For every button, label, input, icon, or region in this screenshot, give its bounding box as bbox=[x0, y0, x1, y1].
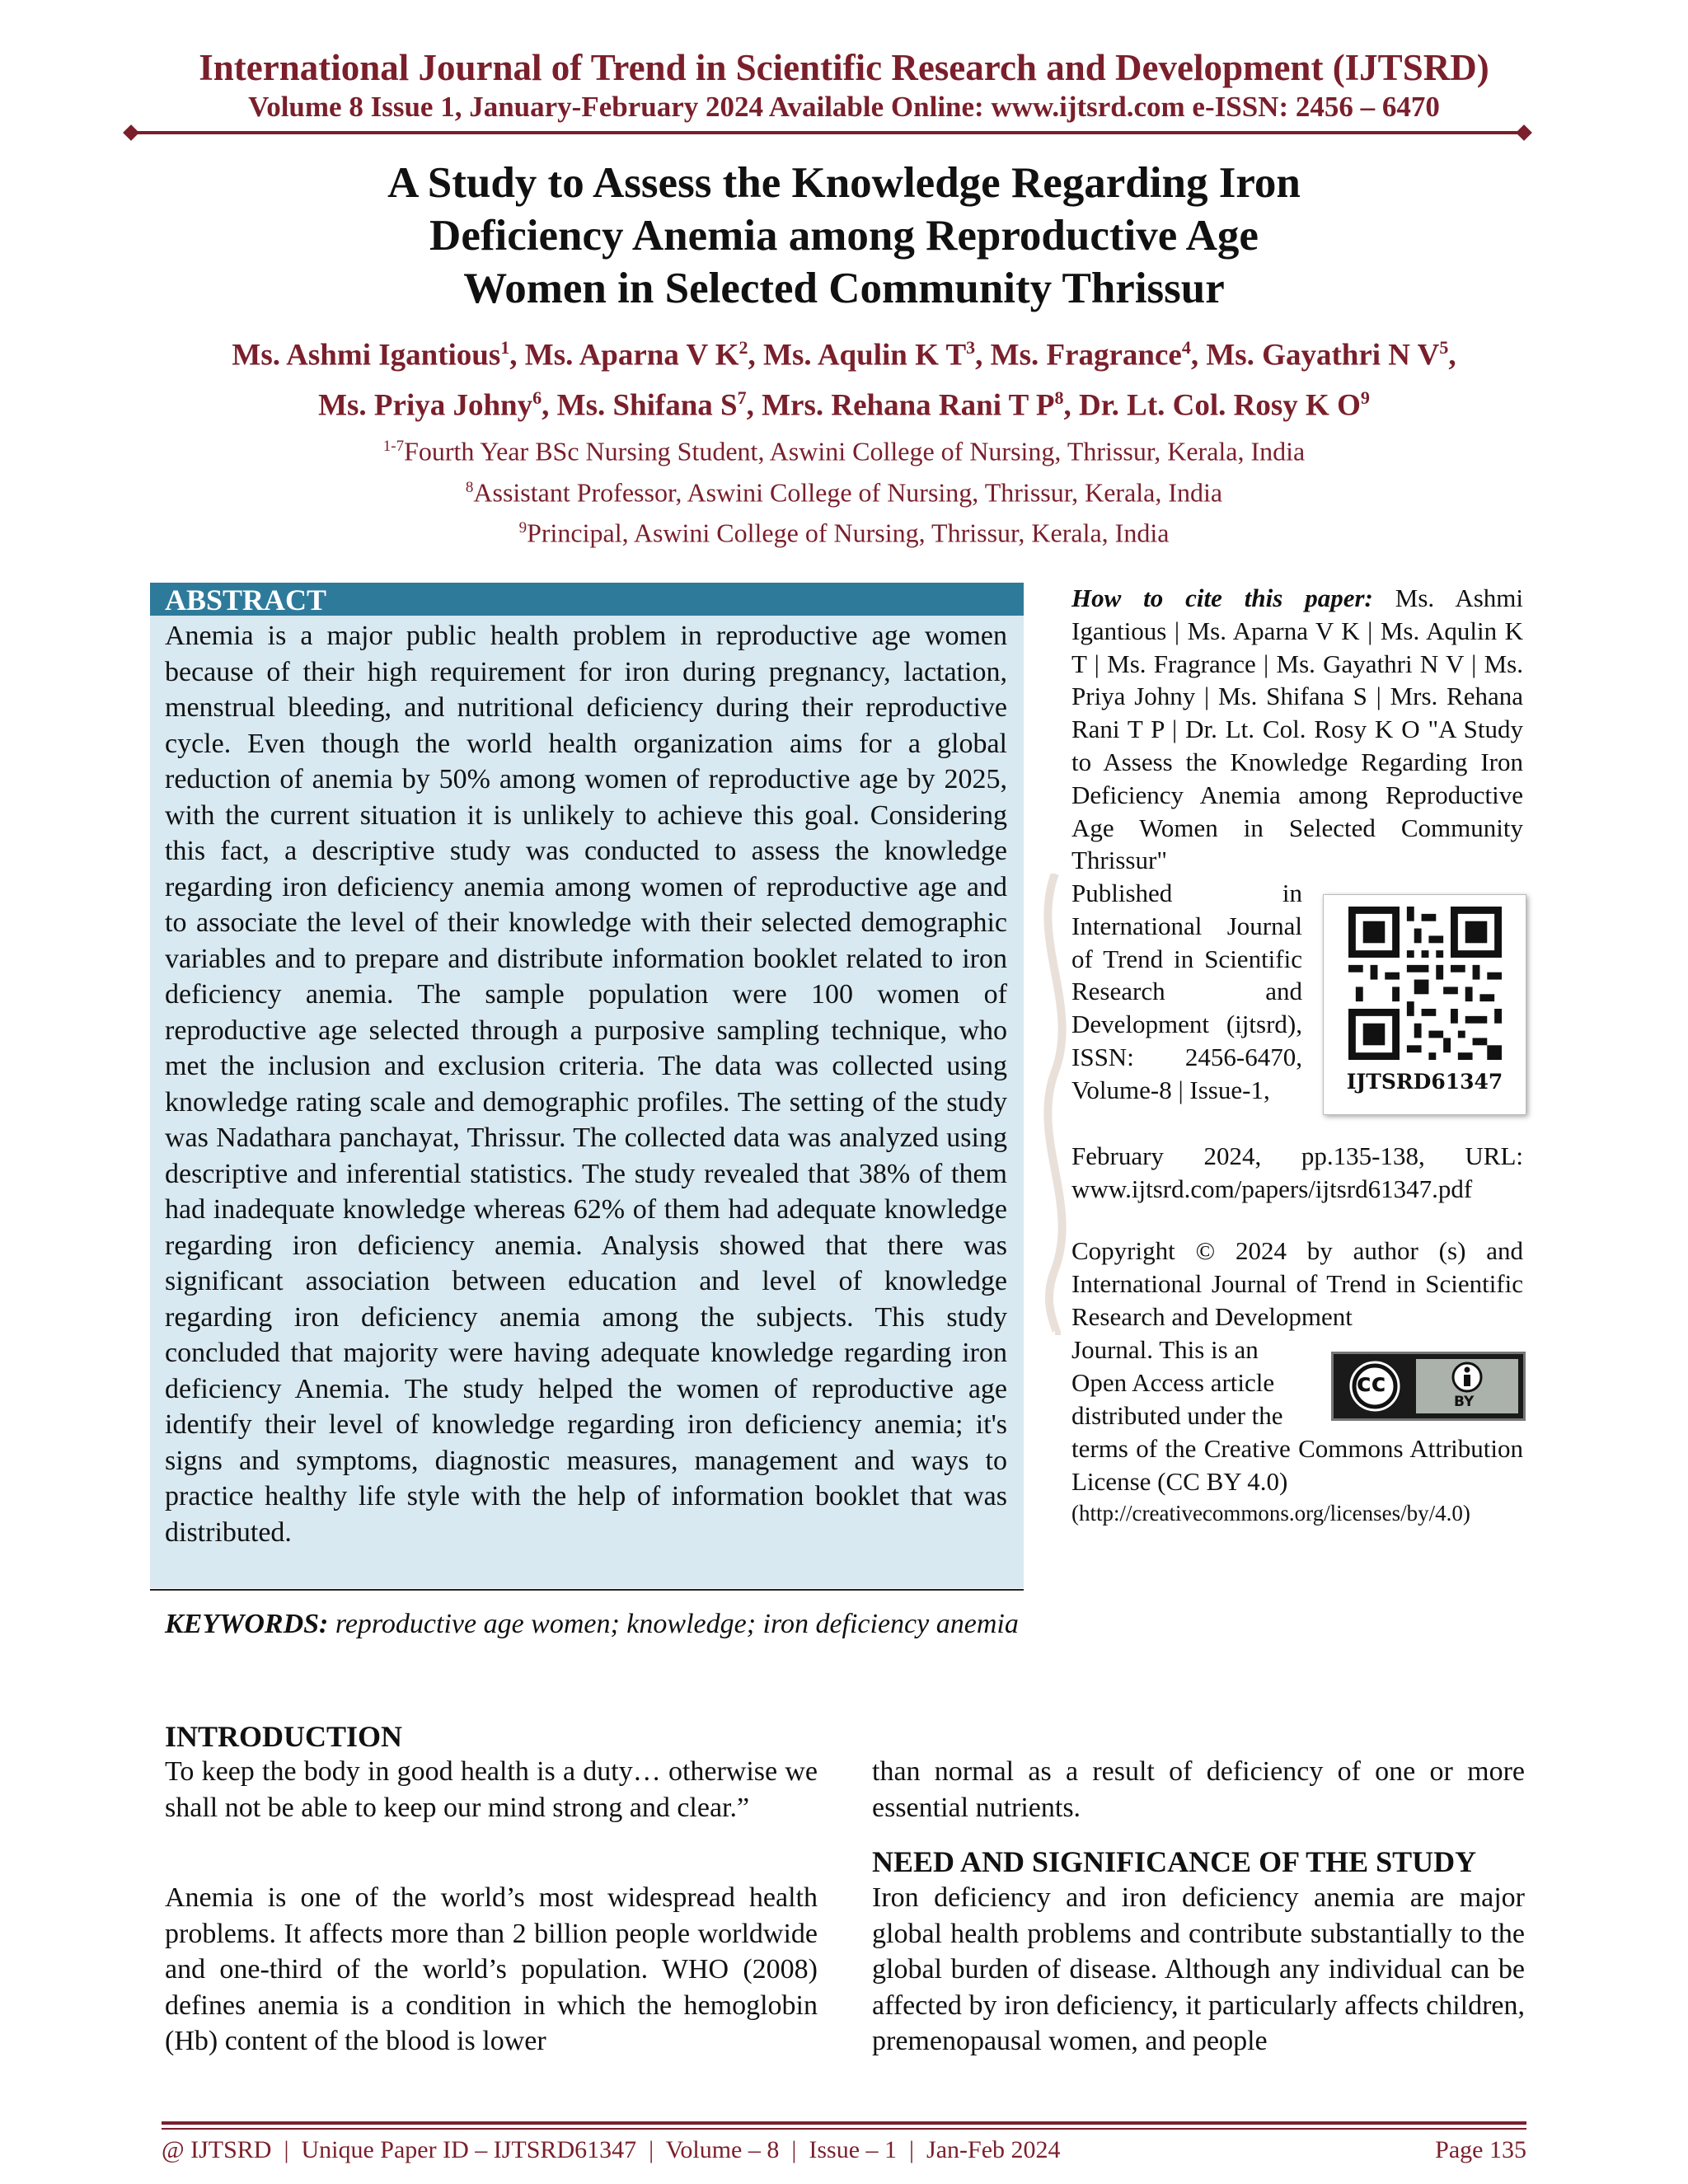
author-sup: 9 bbox=[1360, 387, 1370, 409]
qr-card bbox=[1323, 894, 1526, 1115]
qr-label: IJTSRD61347 bbox=[1346, 1070, 1503, 1094]
title-line: Women in Selected Community Thrissur bbox=[463, 265, 1225, 312]
page-number: Page 135 bbox=[1435, 2136, 1526, 2163]
need-significance-paragraph: Iron deficiency and iron deficiency anemia are major global health problems and contribute substantially to the global burden of disease. Although any individual can be affected by iron deficiency, it particularly affects children, premenopausal women, and people bbox=[872, 1882, 1525, 2056]
author-line: Ms. Ashmi Igantious$^1$, Ms. Aparna V $K^2$, Ms. Aqulin K $T^3$, Ms. Fragrance$^4$, Ms. Gayathri N $V^5$, bbox=[232, 337, 1456, 373]
keywords bbox=[165, 1607, 1022, 1642]
abstract-text: Anemia is a major public health problem in reproductive age women because of their high requirement for iron during pregnancy, lactation, menstrual bleeding, and nutritional deficiency during their reproductive cycle. Even though the world health organization aims for a global reduction of anemia by 50% among women of reproductive age by 2025, with the current situation it is unlikely to achieve this goal. Considering this fact, a descriptive study was conducted to assess the knowledge regarding iron deficiency anemia among women of reproductive age and to associate the level of their knowledge with their selected demographic variables and to prepare and distribute information booklet related to iron deficiency anemia. The sample population were 100 women of reproductive age selected through a purposive sampling technique, who met the inclusion and exclusion criteria. The data was collected using knowledge rating scale and demographic profiles. The setting of the study was Nadathara panchayat, Thrissur. The collected data was analyzed using descriptive and inferential statistics. The study revealed that 38% of them had inadequate knowledge whereas 62% of them had adequate knowledge regarding iron deficiency anemia. Analysis showed that there was significant association between education and level of knowledge regarding iron deficiency anemia among the subjects. This study concluded that majority were having adequate knowledge regarding iron deficiency Anemia. The study helped the women of reproductive age identify their level of knowledge regarding iron deficiency anemia; it's signs and symptoms, diagnostic measures, management and ways to practice healthy life style with the help of information booklet that was distributed. bbox=[165, 621, 1007, 1548]
author-name: Ms. Gayathri N V bbox=[1206, 338, 1440, 373]
affiliation-line bbox=[165, 510, 1523, 551]
author-name: Ms. Aparna V K bbox=[524, 338, 739, 373]
abstract-bottom-rule bbox=[150, 1589, 1024, 1591]
author-sup: 2 bbox=[738, 337, 748, 358]
author-name: Ms. Priya Johny bbox=[318, 388, 533, 423]
title-line: Deficiency Anemia among Reproductive Age bbox=[429, 212, 1259, 260]
introduction-paragraph-continued: than normal as a result of deficiency of one or more essential nutrients. bbox=[872, 1756, 1525, 1823]
cc-badge-cc: cc bbox=[1357, 1369, 1386, 1398]
copyright-text: Copyright © 2024 by author (s) and International Journal of Trend in Scientific Research and Development bbox=[1071, 1236, 1523, 1331]
title-line: A Study to Assess the Knowledge Regarding Iron bbox=[387, 159, 1301, 207]
affiliation-text: Assistant Professor, Aswini College of Nursing, Thrissur, Kerala, India bbox=[473, 477, 1223, 508]
author-name: Dr. Lt. Col. Rosy K O bbox=[1078, 388, 1361, 423]
citation-block bbox=[1071, 582, 1523, 877]
qr-code-icon bbox=[1348, 907, 1502, 1060]
author-sup: 3 bbox=[966, 337, 976, 358]
footer-info: @ IJTSRD | Unique Paper ID – IJTSRD61347 | Volume – 8 | Issue – 1 | Jan-Feb 2024 bbox=[162, 2136, 1061, 2163]
author-name: Ms. Aqulin K T bbox=[763, 338, 967, 373]
introduction-heading: INTRODUCTION bbox=[165, 1720, 403, 1753]
citation-text: Ms. Ashmi Igantious | Ms. Aparna V K | Ms. Aqulin K T | Ms. Fragrance | Ms. Gayathri N V | Ms. Priya Johny | Ms. Shifana S | Mrs. Rehana Rani T P | Dr. Lt. Col. Rosy K O "A Study to Assess the Knowledge Regarding Iron Deficiency Anemia among Reproductive Age Women in Selected Community Thrissur" bbox=[1071, 583, 1523, 875]
affiliation-text: Fourth Year BSc Nursing Student, Aswini College of Nursing, Thrissur, Kerala, India bbox=[404, 436, 1306, 466]
author-name: Mrs. Rehana Rani T P bbox=[762, 388, 1055, 423]
header-rule-diamond-left bbox=[123, 124, 139, 141]
author-name: Ms. Ashmi Igantious bbox=[232, 338, 501, 373]
journal-volume-line: Volume 8 Issue 1, January-February 2024 Available Online: www.ijtsrd.com e-ISSN: 2456 – 6470 bbox=[248, 91, 1440, 123]
copyright-open-access: Journal. This is an Open Access article distributed under the bbox=[1071, 1335, 1283, 1430]
keywords-text: reproductive age women; knowledge; iron deficiency anemia bbox=[335, 1609, 1019, 1639]
author-sup: 6 bbox=[532, 387, 542, 409]
affiliation-sup: 1-7 bbox=[382, 438, 405, 455]
abstract-heading: ABSTRACT bbox=[150, 583, 1024, 616]
author-sup: 8 bbox=[1054, 387, 1064, 409]
footer-rule-thin bbox=[162, 2128, 1526, 2130]
paper-title bbox=[267, 157, 1421, 315]
author-list bbox=[132, 326, 1556, 428]
license-url[interactable]: (http://creativecommons.org/licenses/by/4.0) bbox=[1071, 1501, 1470, 1526]
header-rule bbox=[132, 131, 1523, 134]
author-sup: 5 bbox=[1439, 337, 1449, 358]
need-significance-heading: NEED AND SIGNIFICANCE OF THE STUDY bbox=[872, 1845, 1477, 1878]
header-rule-diamond-right bbox=[1516, 124, 1532, 141]
author-sup: 4 bbox=[1181, 337, 1191, 358]
keywords-label: KEYWORDS: bbox=[165, 1609, 329, 1639]
cc-by-license-badge[interactable] bbox=[1331, 1352, 1526, 1421]
author-name: Ms. Fragrance bbox=[990, 338, 1182, 373]
copyright-license-text: terms of the Creative Commons Attribution License (CC BY 4.0) bbox=[1071, 1434, 1523, 1496]
affiliation-sup: 8 bbox=[465, 478, 474, 496]
footer-rule bbox=[162, 2121, 1526, 2125]
introduction-paragraph: Anemia is one of the world’s most widespread health problems. It affects more than 2 billion people worldwide and one-third of the world’s population. WHO (2008) defines anemia is a condition in which the hemoglobin (Hb) content of the blood is lower bbox=[165, 1882, 818, 2056]
cc-badge-by: BY bbox=[1454, 1394, 1475, 1410]
affiliation-text: Principal, Aswini College of Nursing, Thrissur, Kerala, India bbox=[527, 518, 1170, 548]
affiliation-sup: 9 bbox=[518, 519, 528, 537]
introduction-quote: To keep the body in good health is a duty… otherwise we shall not be able to keep our mind strong and clear.” bbox=[165, 1756, 818, 1823]
citation-url[interactable]: February 2024, pp.135-138, URL: www.ijtsrd.com/papers/ijtsrd61347.pdf bbox=[1071, 1141, 1523, 1203]
affiliation-line bbox=[165, 429, 1523, 470]
affiliation-line bbox=[165, 470, 1523, 511]
author-sup: 7 bbox=[737, 387, 747, 409]
author-name: Ms. Shifana S bbox=[556, 388, 738, 423]
author-sup: 1 bbox=[500, 337, 510, 358]
journal-name: International Journal of Trend in Scientific Research and Development (IJTSRD) bbox=[199, 47, 1489, 88]
author-line: Ms. Priya Johny$^6$, Ms. Shifana $S^7$, Mrs. Rehana Rani T $P^8$, Dr. Lt. Col. Rosy K $O^9$ bbox=[318, 387, 1370, 423]
affiliation-list bbox=[165, 429, 1523, 551]
citation-publication: Published in International Journal of Trend in Scientific Research and Development (ijtsrd), ISSN: 2456-6470, Volume-8 | Issue-1, bbox=[1071, 879, 1302, 1104]
citation-label: How to cite this paper: bbox=[1071, 583, 1373, 612]
